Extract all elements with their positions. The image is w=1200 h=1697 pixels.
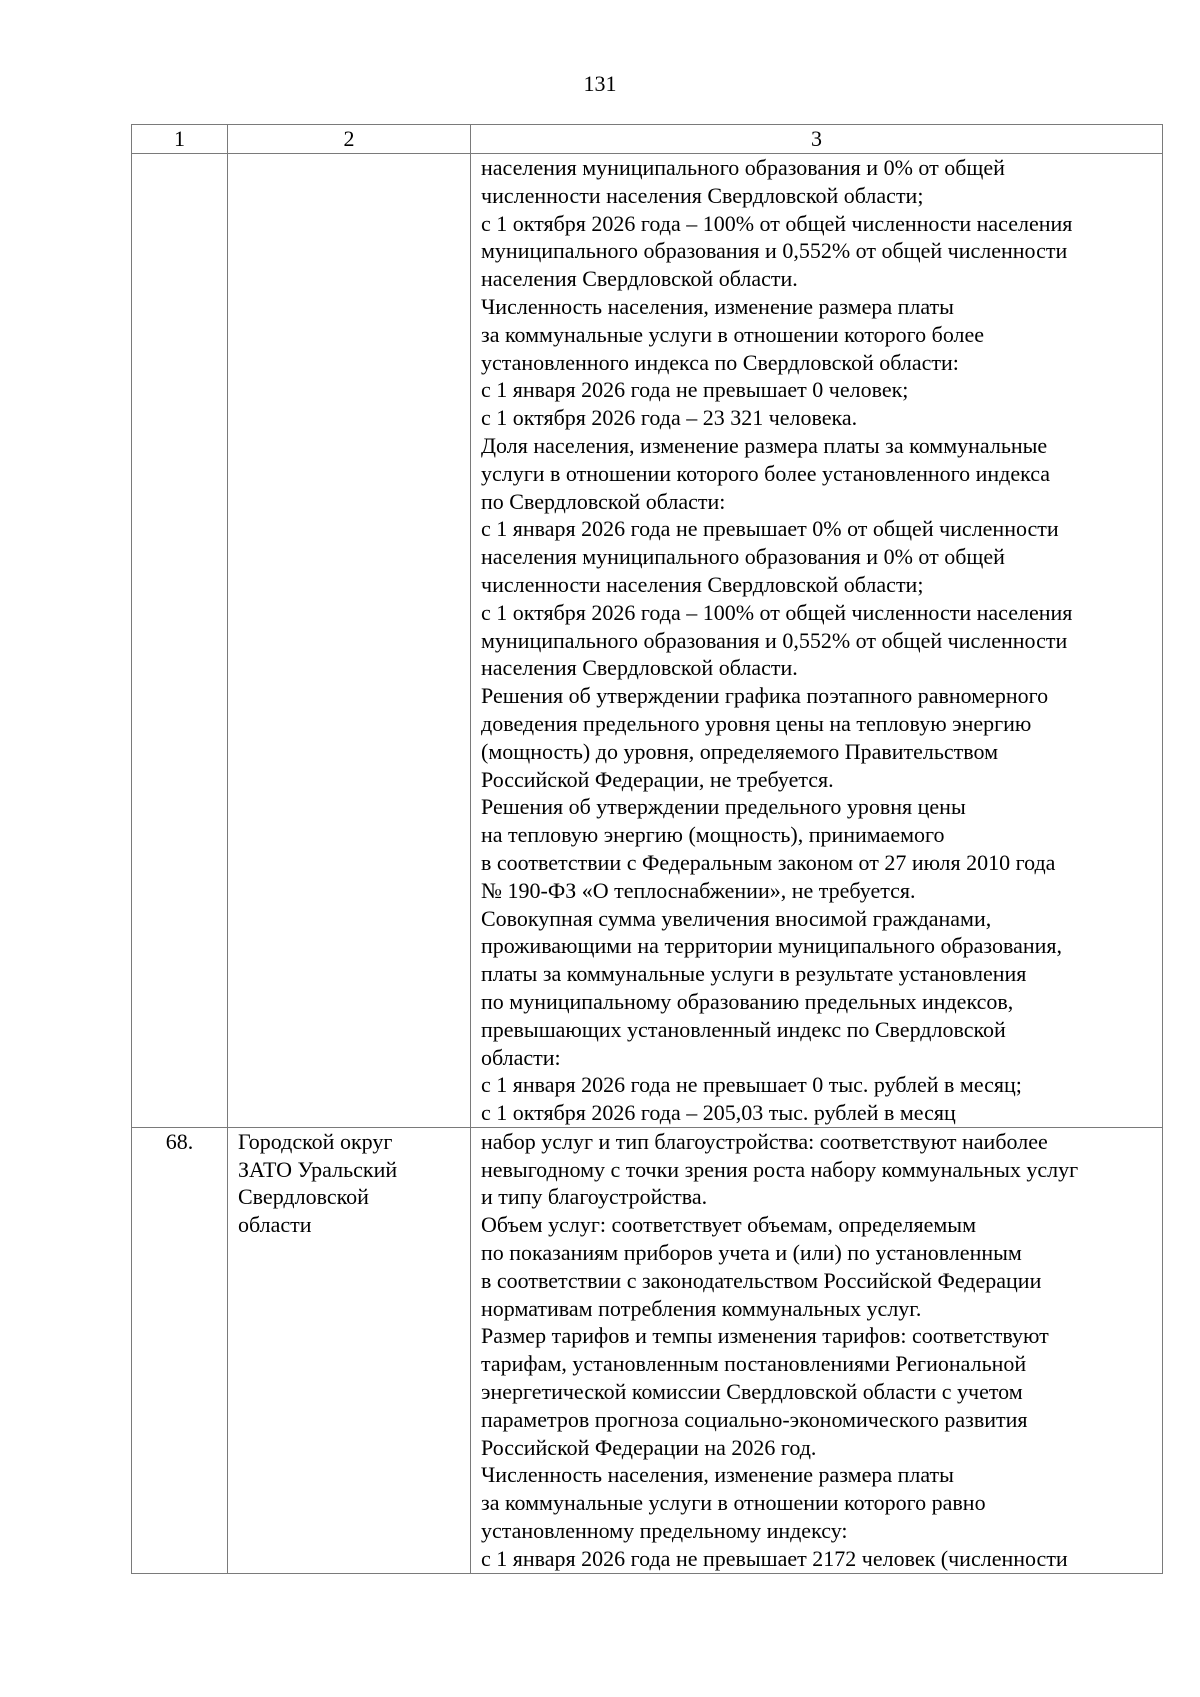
row-number-cell <box>132 154 228 1128</box>
table-body <box>132 154 1163 1574</box>
municipality-name-line: области <box>238 1212 312 1238</box>
content-line: Численность населения, изменение размера платы <box>481 293 954 319</box>
content-line: параметров прогноза социально-экономического развития <box>481 1406 1028 1432</box>
content-line: численности населения Свердловской области; <box>481 571 924 597</box>
municipality-name-cell <box>228 154 471 1128</box>
content-line: численности населения Свердловской области; <box>481 182 924 208</box>
row-number-cell: 68. <box>132 1127 228 1573</box>
table-row <box>132 1127 1163 1573</box>
content-line: в соответствии с Федеральным законом от 27 июля 2010 года <box>481 849 1056 875</box>
column-header-1: 1 <box>132 125 228 154</box>
page-number: 131 <box>583 71 617 96</box>
content-line: Российской Федерации, не требуется. <box>481 766 834 792</box>
content-line: с 1 октября 2026 года – 205,03 тыс. рублей в месяц <box>481 1100 956 1126</box>
content-line: области: <box>481 1044 561 1070</box>
content-line: населения Свердловской области. <box>481 655 798 681</box>
content-line: энергетической комиссии Свердловской области с учетом <box>481 1379 1023 1405</box>
content-line: (мощность) до уровня, определяемого Правительством <box>481 738 999 764</box>
content-line: невыгодному с точки зрения роста набору коммунальных услуг <box>481 1156 1079 1182</box>
content-line: Объем услуг: соответствует объемам, определяемым <box>481 1212 977 1238</box>
content-line: установленного индекса по Свердловской области: <box>481 349 959 375</box>
content-cell <box>471 1127 1163 1573</box>
content-line: Решения об утверждении предельного уровня цены <box>481 794 966 820</box>
content-line: и типу благоустройства. <box>481 1184 708 1210</box>
content-line: по Свердловской области: <box>481 488 726 514</box>
content-line: населения муниципального образования и 0% от общей <box>481 544 1005 570</box>
content-line: с 1 января 2026 года не превышает 0 тыс. рублей в месяц; <box>481 1072 1022 1098</box>
content-line: нормативам потребления коммунальных услуг. <box>481 1295 922 1321</box>
municipality-name-cell <box>228 1127 471 1573</box>
column-header-3: 3 <box>471 125 1163 154</box>
content-line: с 1 января 2026 года не превышает 0% от общей численности <box>481 516 1059 542</box>
content-line: с 1 января 2026 года не превышает 2172 человек (численности <box>481 1545 1068 1571</box>
content-line: № 190-ФЗ «О теплоснабжении», не требуется. <box>481 877 916 903</box>
document-table <box>131 124 1163 1574</box>
content-line: за коммунальные услуги в отношении которого более <box>481 321 985 347</box>
content-line: с 1 января 2026 года не превышает 0 человек; <box>481 377 909 403</box>
content-line: Численность населения, изменение размера платы <box>481 1462 954 1488</box>
content-line: Совокупная сумма увеличения вносимой гражданами, <box>481 905 992 931</box>
content-line: за коммунальные услуги в отношении которого равно <box>481 1490 986 1516</box>
content-line: населения Свердловской области. <box>481 266 798 292</box>
content-line: набор услуг и тип благоустройства: соответствуют наиболее <box>481 1128 1048 1154</box>
content-line: муниципального образования и 0,552% от общей численности <box>481 238 1068 264</box>
content-line: Доля населения, изменение размера платы за коммунальные <box>481 432 1048 458</box>
content-line: Решения об утверждении графика поэтапного равномерного <box>481 683 1049 709</box>
content-line: на тепловую энергию (мощность), принимаемого <box>481 822 945 848</box>
content-line: с 1 октября 2026 года – 100% от общей численности населения <box>481 599 1073 625</box>
content-line: проживающими на территории муниципального образования, <box>481 933 1063 959</box>
content-line: с 1 октября 2026 года – 100% от общей численности населения <box>481 210 1073 236</box>
table-header-row <box>132 125 1163 154</box>
content-line: в соответствии с законодательством Российской Федерации <box>481 1267 1042 1293</box>
content-line: по муниципальному образованию предельных индексов, <box>481 988 1014 1014</box>
content-line: доведения предельного уровня цены на тепловую энергию <box>481 710 1032 736</box>
content-line: Размер тарифов и темпы изменения тарифов: соответствуют <box>481 1323 1049 1349</box>
content-line: платы за коммунальные услуги в результате установления <box>481 961 1027 987</box>
municipality-name-line: Свердловской <box>238 1184 369 1210</box>
municipality-name-line: ЗАТО Уральский <box>238 1156 398 1182</box>
content-line: услуги в отношении которого более установленного индекса <box>481 460 1051 486</box>
table-row <box>132 154 1163 1128</box>
content-line: установленному предельному индексу: <box>481 1518 848 1544</box>
column-header-2: 2 <box>228 125 471 154</box>
content-line: населения муниципального образования и 0% от общей <box>481 155 1005 180</box>
content-line: Российской Федерации на 2026 год. <box>481 1434 817 1460</box>
content-line: тарифам, установленным постановлениями Региональной <box>481 1351 1027 1377</box>
content-line: по показаниям приборов учета и (или) по установленным <box>481 1240 1022 1266</box>
content-line: с 1 октября 2026 года – 23 321 человека. <box>481 405 858 431</box>
content-line: превышающих установленный индекс по Свердловской <box>481 1016 1006 1042</box>
content-line: муниципального образования и 0,552% от общей численности <box>481 627 1068 653</box>
municipality-name-line: Городской округ <box>238 1128 393 1154</box>
content-cell <box>471 154 1163 1128</box>
